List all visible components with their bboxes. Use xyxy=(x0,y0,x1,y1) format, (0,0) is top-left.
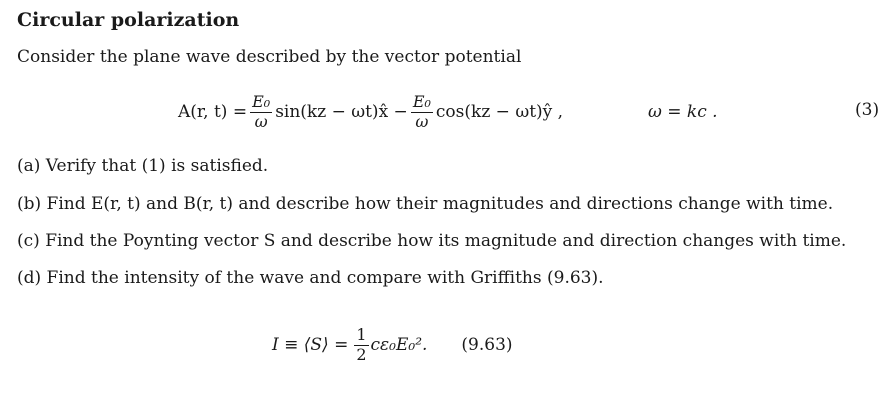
eq963-fraction xyxy=(354,324,368,364)
eq963-frac-den: 2 xyxy=(356,344,367,364)
eq963-frac-num: 1 xyxy=(356,324,367,344)
part-b: (b) Find E(r, t) and B(r, t) and describe how their magnitudes and directions change with time. xyxy=(17,194,834,214)
equation-9-63 xyxy=(272,318,513,372)
eq963-rhs: cε₀E₀². xyxy=(370,335,428,355)
eq3-relation-text: ω = kc . xyxy=(648,102,718,122)
section-title: Circular polarization xyxy=(17,9,240,31)
equation-3 xyxy=(178,86,563,138)
eq3-frac1-den: ω xyxy=(254,111,268,131)
eq3-fraction-2 xyxy=(411,91,433,131)
part-a: (a) Verify that (1) is satisfied. xyxy=(17,156,269,176)
eq3-relation xyxy=(648,86,718,138)
part-c: (c) Find the Poynting vector S and describe how its magnitude and direction changes with time. xyxy=(17,231,847,251)
intro-text: Consider the plane wave described by the vector potential xyxy=(17,47,522,67)
eq3-frac2-den: ω xyxy=(415,111,429,131)
eq3-term-2: cos(kz − ωt)ŷ , xyxy=(435,102,564,122)
eq3-term-1: sin(kz − ωt)x̂ − xyxy=(275,102,408,122)
eq3-lhs: A(r, t) = xyxy=(178,102,248,122)
eq3-frac1-num: E₀ xyxy=(252,91,271,111)
eq963-lhs: I ≡ ⟨S⟩ = xyxy=(272,335,349,355)
eq3-frac2-num: E₀ xyxy=(412,91,431,111)
eq3-fraction-1 xyxy=(250,91,272,131)
eq963-number: (9.63) xyxy=(461,335,513,355)
eq3-number: (3) xyxy=(855,100,880,120)
part-d: (d) Find the intensity of the wave and compare with Griffiths (9.63). xyxy=(17,268,604,288)
